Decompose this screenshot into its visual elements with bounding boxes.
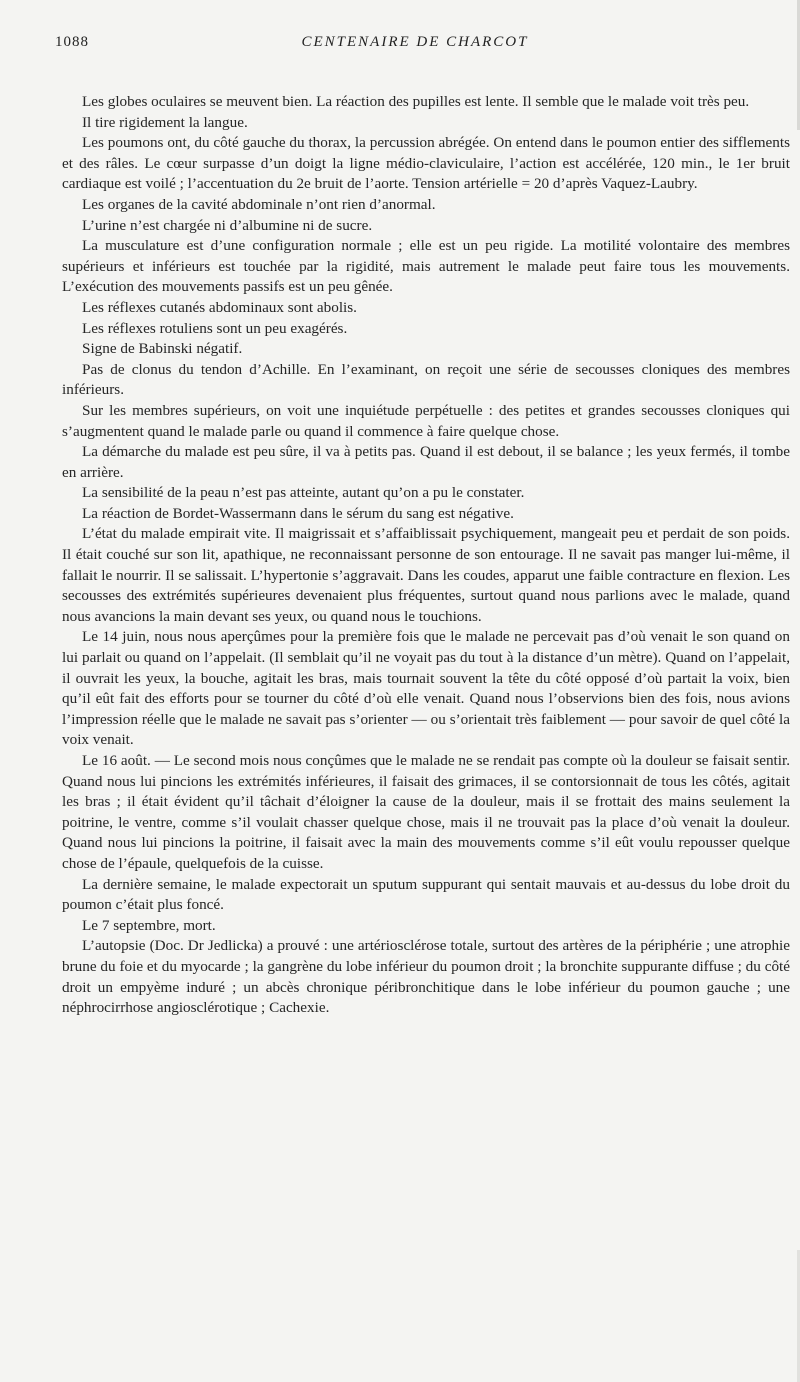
paragraph-lungs-heart: Les poumons ont, du côté gauche du thorax, la percussion abrégée. On entend dans le poumon entier des sifflements et des râles. Le cœur surpasse d’un doigt la ligne médio-claviculaire, l’action est accélérée, 120 min., le 1er bruit cardiaque est voilé ; l’accentuation du 2e bruit de l’aorte. Tension artérielle = 20 d’après Vaquez-Laubry. bbox=[62, 134, 790, 193]
paragraph-gait: La démarche du malade est peu sûre, il va à petits pas. Quand il est debout, il se balance ; les yeux fermés, il tombe en arrière. bbox=[62, 443, 790, 481]
paragraph-autopsy: L’autopsie (Doc. Dr Jedlicka) a prouvé : une artériosclérose totale, surtout des artères de la périphérie ; une atrophie brune du foie et du myocarde ; la gangrène du lobe inférieur du poumon droit ; la bronchite suppurante diffuse ; du côté droit un empyème induré ; un abcès chronique péribronchitique dans le lobe inférieur du poumon gauche ; une néphrocirrhose angiosclérotique ; Cachexie. bbox=[62, 937, 790, 1017]
paragraph-abdominal-reflexes: Les réflexes cutanés abdominaux sont abolis. bbox=[82, 298, 357, 316]
paragraph-wassermann: La réaction de Bordet-Wassermann dans le sérum du sang est négative. bbox=[82, 504, 514, 522]
page-number: 1088 bbox=[55, 34, 89, 50]
paragraph-urine: L’urine n’est chargée ni d’albumine ni de sucre. bbox=[82, 216, 373, 234]
paragraph-august-16: Le 16 août. — Le second mois nous conçûmes que le malade ne se rendait pas compte où la douleur se faisait sentir. Quand nous lui pincions les extrémités inférieures, il faisait des grimaces, il se contorsionnait de tous les côtés, agitait les bras ; il était évident qu’il tâchait d’éloigner la cause de la douleur, mais il se frottait des mains seulement la poitrine, le ventre, comme s’il voulait chasser quelque chose, mais il ne trouvait pas la place d’où venait la douleur. Quand nous lui pincions la poitrine, il faisait avec la main des mouvements comme s’il eût voulu repousser quelque chose de l’épaule, quelquefois de la cuisse. bbox=[62, 752, 790, 872]
paragraph-babinski: Signe de Babinski négatif. bbox=[82, 340, 243, 358]
paragraph-clonus: Pas de clonus du tendon d’Achille. En l’examinant, on reçoit une série de secousses cloniques des membres inférieurs. bbox=[62, 360, 790, 399]
document-body bbox=[62, 92, 790, 1019]
paragraph-worsening: L’état du malade empirait vite. Il maigrissait et s’affaiblissait psychiquement, mangeait peu et perdait de son poids. Il était couché sur son lit, apathique, ne reconnaissant personne de son entourage. Il ne savait pas manger lui-même, il fallait le nourrir. Il se salissait. L’hypertonie s’aggravait. Dans les coudes, apparut une faible contracture en flexion. Les secousses des extrémités supérieures devenaient plus fréquentes, surtout quand nous parlions avec le malade, quand nous avancions la main devant ses yeux, ou quand nous le touchions. bbox=[62, 525, 790, 625]
paragraph-upper-limbs: Sur les membres supérieurs, on voit une inquiétude perpétuelle : des petites et grandes secousses cloniques qui s’augmentent quand le malade parle ou quand il commence à faire quelque chose. bbox=[62, 401, 790, 440]
paragraph-death-date: Le 7 septembre, mort. bbox=[82, 916, 216, 934]
paragraph-patellar-reflexes: Les réflexes rotuliens sont un peu exagérés. bbox=[82, 319, 348, 337]
paragraph-eye-globes: Les globes oculaires se meuvent bien. La réaction des pupilles est lente. Il semble que le malade voit très peu. bbox=[82, 93, 750, 110]
paragraph-musculature: La musculature est d’une configuration normale ; elle est un peu rigide. La motilité volontaire des membres supérieurs et inférieurs est touchée par la rigidité, mais autrement le malade peut faire tous les mouvements. L’exécution des mouvements passifs est un peu gênée. bbox=[62, 237, 790, 296]
paragraph-tongue: Il tire rigidement la langue. bbox=[82, 113, 248, 131]
paragraph-sensibility: La sensibilité de la peau n’est pas atteinte, autant qu’on a pu le constater. bbox=[82, 484, 525, 502]
running-title: CENTENAIRE DE CHARCOT bbox=[301, 34, 529, 50]
paragraph-last-week: La dernière semaine, le malade expectorait un sputum suppurant qui sentait mauvais et au-dessus du lobe droit du poumon c’était plus foncé. bbox=[62, 875, 790, 914]
page-header bbox=[55, 34, 775, 70]
paragraph-june-14: Le 14 juin, nous nous aperçûmes pour la première fois que le malade ne percevait pas d’où venait le son quand on lui parlait ou quand on l’appelait. (Il semblait qu’il ne voyait pas du tout à la distance d’un mètre). Quand on l’appelait, il ouvrait les yeux, la bouche, agitait les bras, mais tournait souvent la tête du côté opposé d’où partait la voix, bien qu’il eût fait des efforts pour se tourner du côté d’où elle venait. Quand nous l’observions bien des fois, nous avions l’impression réelle que le malade ne savait pas s’orienter — ou s’orientait très faiblement — pour savoir de quel côté la voix venait. bbox=[62, 628, 790, 749]
paragraph-abdomen: Les organes de la cavité abdominale n’ont rien d’anormal. bbox=[82, 195, 436, 213]
